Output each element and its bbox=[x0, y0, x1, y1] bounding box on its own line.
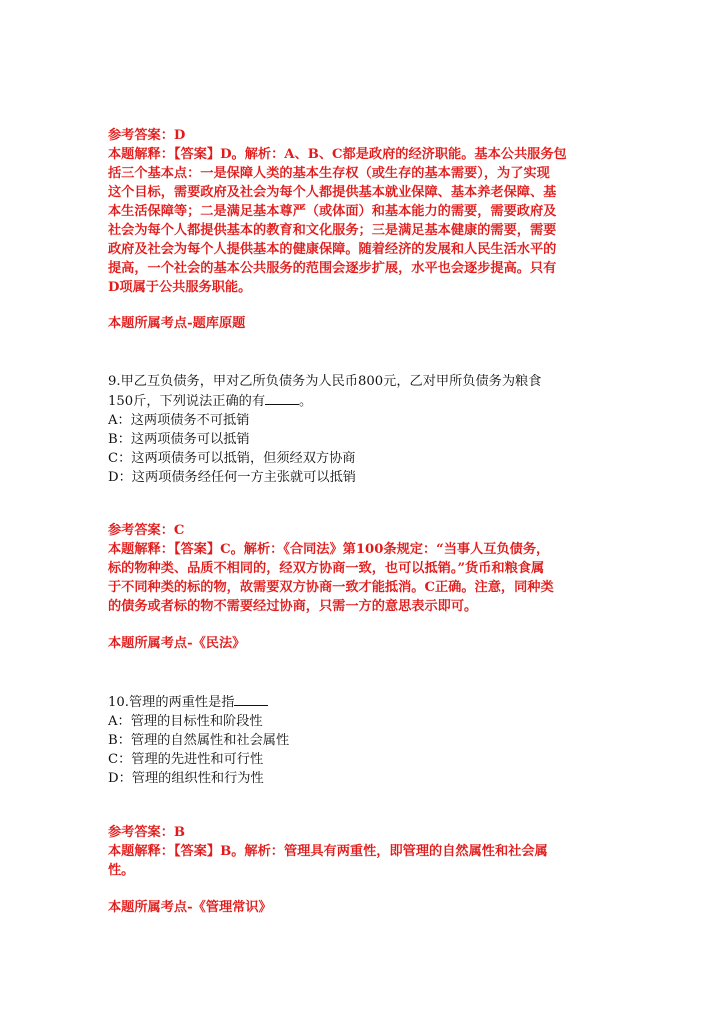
answer-line: 参考答案：D bbox=[108, 128, 186, 143]
option-c: C：这两项债务可以抵销，但须经双方协商 bbox=[108, 451, 356, 466]
question-text: 9.甲乙互负债务，甲对乙所负债务为人民币800元，乙对甲所负债务为粮食 bbox=[108, 374, 542, 389]
answer-block-2 bbox=[108, 521, 608, 616]
question-suffix: 。 bbox=[299, 394, 313, 409]
question-text: 10.管理的两重性是指 bbox=[108, 695, 235, 710]
answer-blank bbox=[234, 692, 268, 706]
explanation-line: 政府及社会为每个人提供基本的健康保障。随着经济的发展和人民生活水平的 bbox=[108, 242, 557, 257]
topic-block-3 bbox=[108, 898, 608, 917]
question-text-line-1 bbox=[108, 692, 608, 712]
topic-line: 本题所属考点-《民法》 bbox=[108, 636, 246, 651]
option-b: B：这两项债务可以抵销 bbox=[108, 432, 250, 447]
explanation-line: 于不同种类的标的物，故需要双方协商一致才能抵消。C正确。注意，同种类 bbox=[108, 580, 554, 595]
explanation-line: 括三个基本点：一是保障人类的基本生存权（或生存的基本需要），为了实现 bbox=[108, 166, 550, 181]
topic-block-2 bbox=[108, 634, 608, 653]
answer-line: 参考答案：B bbox=[108, 825, 186, 840]
answer-blank bbox=[265, 391, 299, 405]
question-9 bbox=[108, 372, 608, 487]
explanation-line: 提高，一个社会的基本公共服务的范围会逐步扩展，水平也会逐步提高。只有 bbox=[108, 261, 557, 276]
explanation-line: 本生活保障等；二是满足基本尊严（或体面）和基本能力的需要，需要政府及 bbox=[108, 204, 557, 219]
explanation-line: 的债务或者标的物不需要经过协商，只需一方的意思表示即可。 bbox=[108, 599, 478, 614]
explanation-line: 标的物种类、品质不相同的，经双方协商一致，也可以抵销。”货币和粮食属 bbox=[108, 561, 545, 576]
explanation-line: 性。 bbox=[108, 863, 135, 878]
option-d: D：管理的组织性和行为性 bbox=[108, 771, 264, 786]
question-text: 150斤，下列说法正确的有 bbox=[108, 394, 266, 409]
explanation-line: D项属于公共服务职能。 bbox=[108, 280, 252, 295]
explanation-line: 本题解释：【答案】D。解析：A、B、C都是政府的经济职能。基本公共服务包 bbox=[108, 147, 567, 162]
answer-block-3 bbox=[108, 823, 608, 880]
question-text-line-2 bbox=[108, 391, 608, 411]
explanation-line: 本题解释：【答案】C。解析：《合同法》第100条规定：“当事人互负债务， bbox=[108, 542, 550, 557]
option-d: D：这两项债务经任何一方主张就可以抵销 bbox=[108, 470, 356, 485]
option-c: C：管理的先进性和可行性 bbox=[108, 752, 264, 767]
topic-block-1 bbox=[108, 314, 608, 333]
option-a: A：这两项债务不可抵销 bbox=[108, 413, 250, 428]
answer-line: 参考答案：C bbox=[108, 523, 185, 538]
explanation-line: 本题解释：【答案】B。解析：管理具有两重性，即管理的自然属性和社会属 bbox=[108, 844, 548, 859]
explanation-line: 社会为每个人都提供基本的教育和文化服务；三是满足基本健康的需要，需要 bbox=[108, 223, 557, 238]
answer-block-1 bbox=[108, 126, 608, 297]
question-10 bbox=[108, 692, 608, 788]
explanation-line: 这个目标，需要政府及社会为每个人都提供基本就业保障、基本养老保障、基 bbox=[108, 185, 557, 200]
topic-line: 本题所属考点-《管理常识》 bbox=[108, 900, 272, 915]
option-b: B：管理的自然属性和社会属性 bbox=[108, 733, 290, 748]
option-a: A：管理的目标性和阶段性 bbox=[108, 714, 263, 729]
topic-line: 本题所属考点-题库原题 bbox=[108, 316, 246, 331]
